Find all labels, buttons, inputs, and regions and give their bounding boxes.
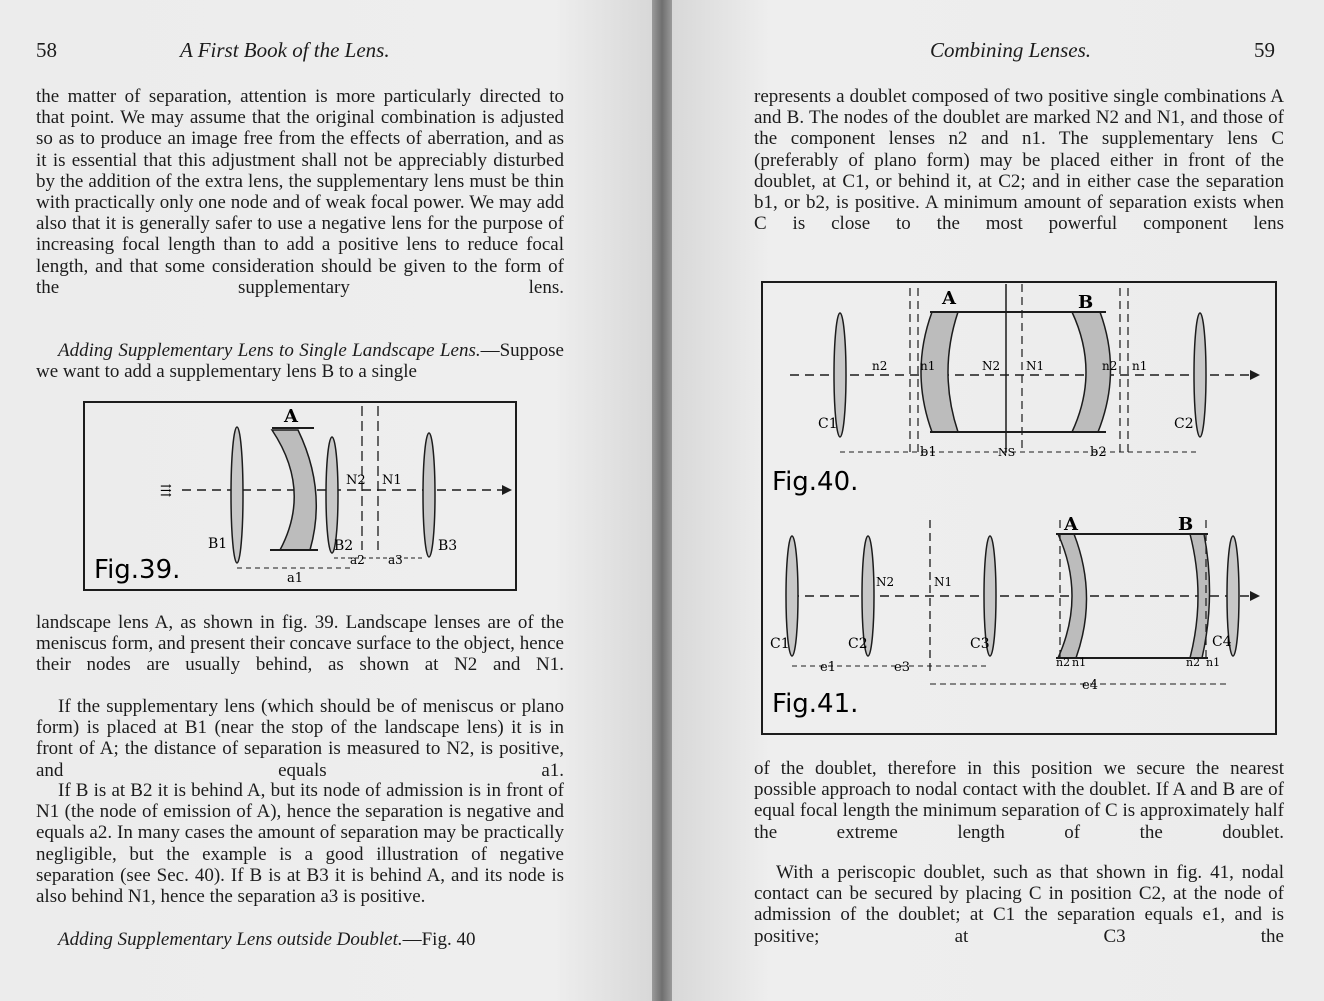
lens-b xyxy=(1190,534,1210,658)
lens-b3 xyxy=(423,433,435,557)
label-n1: n1 xyxy=(1072,656,1087,669)
label-n2: n2 xyxy=(1056,656,1071,669)
label-big-n2: N2 xyxy=(982,359,1001,373)
label-a: A xyxy=(942,288,956,309)
label-e1: e1 xyxy=(820,660,836,675)
label-b2: b2 xyxy=(1090,445,1107,460)
arrow-head-icon xyxy=(502,485,512,495)
label-a2: a2 xyxy=(350,553,365,567)
left-page xyxy=(0,0,652,1001)
label-a1: a1 xyxy=(287,571,304,586)
label-c1: C1 xyxy=(818,416,838,432)
paragraph: If B is at B2 it is behind A, but its node of admission is in front of N1 (the node of emission of A), hence the separation is negative and equals a2. In many cases the amount of separation may be practically negligible, but the example is a good illustration of negative separation (see Sec. 40). If B is at B3 it is behind A, and its node is also behind N1, hence the separation a3 is positive. xyxy=(36,780,564,908)
page-number: 59 xyxy=(1254,38,1275,62)
figure-caption: Fig.41. xyxy=(772,689,859,719)
lens-b1 xyxy=(231,427,243,563)
label-b: B xyxy=(1178,514,1194,535)
label-b1: B1 xyxy=(208,536,228,552)
label-e4: e4 xyxy=(1082,678,1098,693)
label-c2: C2 xyxy=(848,636,868,652)
label-n2: n2 xyxy=(1102,359,1118,373)
label-b3: B3 xyxy=(438,538,458,554)
paragraph: landscape lens A, as shown in fig. 39. Landscape lenses are of the meniscus form, and present their concave surface to the object, hence their nodes are usually behind, as shown at N2 and N1. xyxy=(36,612,564,676)
paragraph: If the supplementary lens (which should be of meniscus or plano form) is placed at B1 (near the stop of the landscape lens) it is in front of A; the distance of separation is measured to N2, is positive, and equals a1. xyxy=(36,696,564,781)
label-n2: n2 xyxy=(872,359,888,373)
label-c3: C3 xyxy=(970,636,990,652)
running-title: A First Book of the Lens. xyxy=(180,38,390,62)
figure-caption: Fig.40. xyxy=(772,467,859,497)
section-heading: Adding Supplementary Lens to Single Landscape Lens. xyxy=(58,340,481,361)
paragraph: of the doublet, therefore in this position we secure the nearest possible approach to nodal contact with the doublet. If A and B are of equal focal length the minimum separation of C is approximately half the extreme length of the doublet. xyxy=(754,758,1284,843)
running-title: Combining Lenses. xyxy=(930,38,1092,62)
paragraph: the matter of separation, attention is more particularly directed to that point. We may assume that the original combination is adjusted so as to produce an image free from the effects of aberration, and as it is essential that this adjustment shall not be appreciably disturbed by the addition of the extra lens, the supplementary lens must be thin with practically only one node and of weak focal power. We may add also that it is generally safer to use a negative lens for the purpose of increasing focal length than to add a positive lens to reduce focal length, and that some consideration should be given to the form of the supplementary lens. xyxy=(36,86,564,298)
figures-40-41 xyxy=(760,280,1280,736)
label-a: A xyxy=(284,406,298,427)
label-n1: n1 xyxy=(1206,656,1221,669)
label-c2: C2 xyxy=(1174,416,1194,432)
paragraph: With a periscopic doublet, such as that shown in fig. 41, nodal contact can be secured by placing C in position C2, at the node of admission of the doublet; at C1 the separation equals e1, and is positive; at C3 the xyxy=(754,862,1284,947)
section-heading: Adding Supplementary Lens outside Doublet. xyxy=(58,929,403,950)
label-c4: C4 xyxy=(1212,634,1232,650)
label-n1: n1 xyxy=(920,359,936,373)
paragraph xyxy=(36,340,564,382)
page-number: 58 xyxy=(36,38,57,62)
label-b: B xyxy=(1078,292,1094,313)
label-b2: B2 xyxy=(334,538,354,554)
paragraph: represents a doublet composed of two positive single combinations A and B. The nodes of the doublet are marked N2 and N1, and those of the component lenses n2 and n1. The supplementary lens C (preferably of plano form) may be placed either in front of the doublet, at C1, or behind it, at C2; and in either case the separation b1, or b2, is positive. A minimum amount of separation exists when C is close to the most powerful component lens xyxy=(754,86,1284,235)
paragraph xyxy=(36,929,564,950)
right-page xyxy=(672,0,1324,1001)
label-n2: n2 xyxy=(1186,656,1201,669)
label-c1: C1 xyxy=(770,636,790,652)
label-n1: n1 xyxy=(1132,359,1148,373)
arrow-head-icon xyxy=(1250,370,1260,380)
label-e3: e3 xyxy=(894,660,910,675)
arrow-tail-icon: ⇶ xyxy=(160,483,172,499)
label-a: A xyxy=(1064,514,1078,535)
figure-39 xyxy=(82,400,518,592)
arrow-head-icon xyxy=(1250,591,1260,601)
label-big-n2: N2 xyxy=(876,575,895,589)
label-big-n1: N1 xyxy=(934,575,953,589)
book-gutter xyxy=(652,0,672,1001)
label-b1: b1 xyxy=(920,445,937,460)
label-n1: N1 xyxy=(382,473,402,488)
figure-caption: Fig.39. xyxy=(94,555,181,585)
lens-c2 xyxy=(1194,313,1206,437)
label-ns: NS xyxy=(998,446,1016,459)
label-n2: N2 xyxy=(346,473,366,488)
label-a3: a3 xyxy=(388,553,403,567)
label-big-n1: N1 xyxy=(1026,359,1045,373)
lens-b2 xyxy=(326,437,338,553)
paragraph-text: —Fig. 40 xyxy=(402,929,476,950)
paragraph-text: —Suppose we want to add a supplementary lens B to a single xyxy=(36,340,564,383)
